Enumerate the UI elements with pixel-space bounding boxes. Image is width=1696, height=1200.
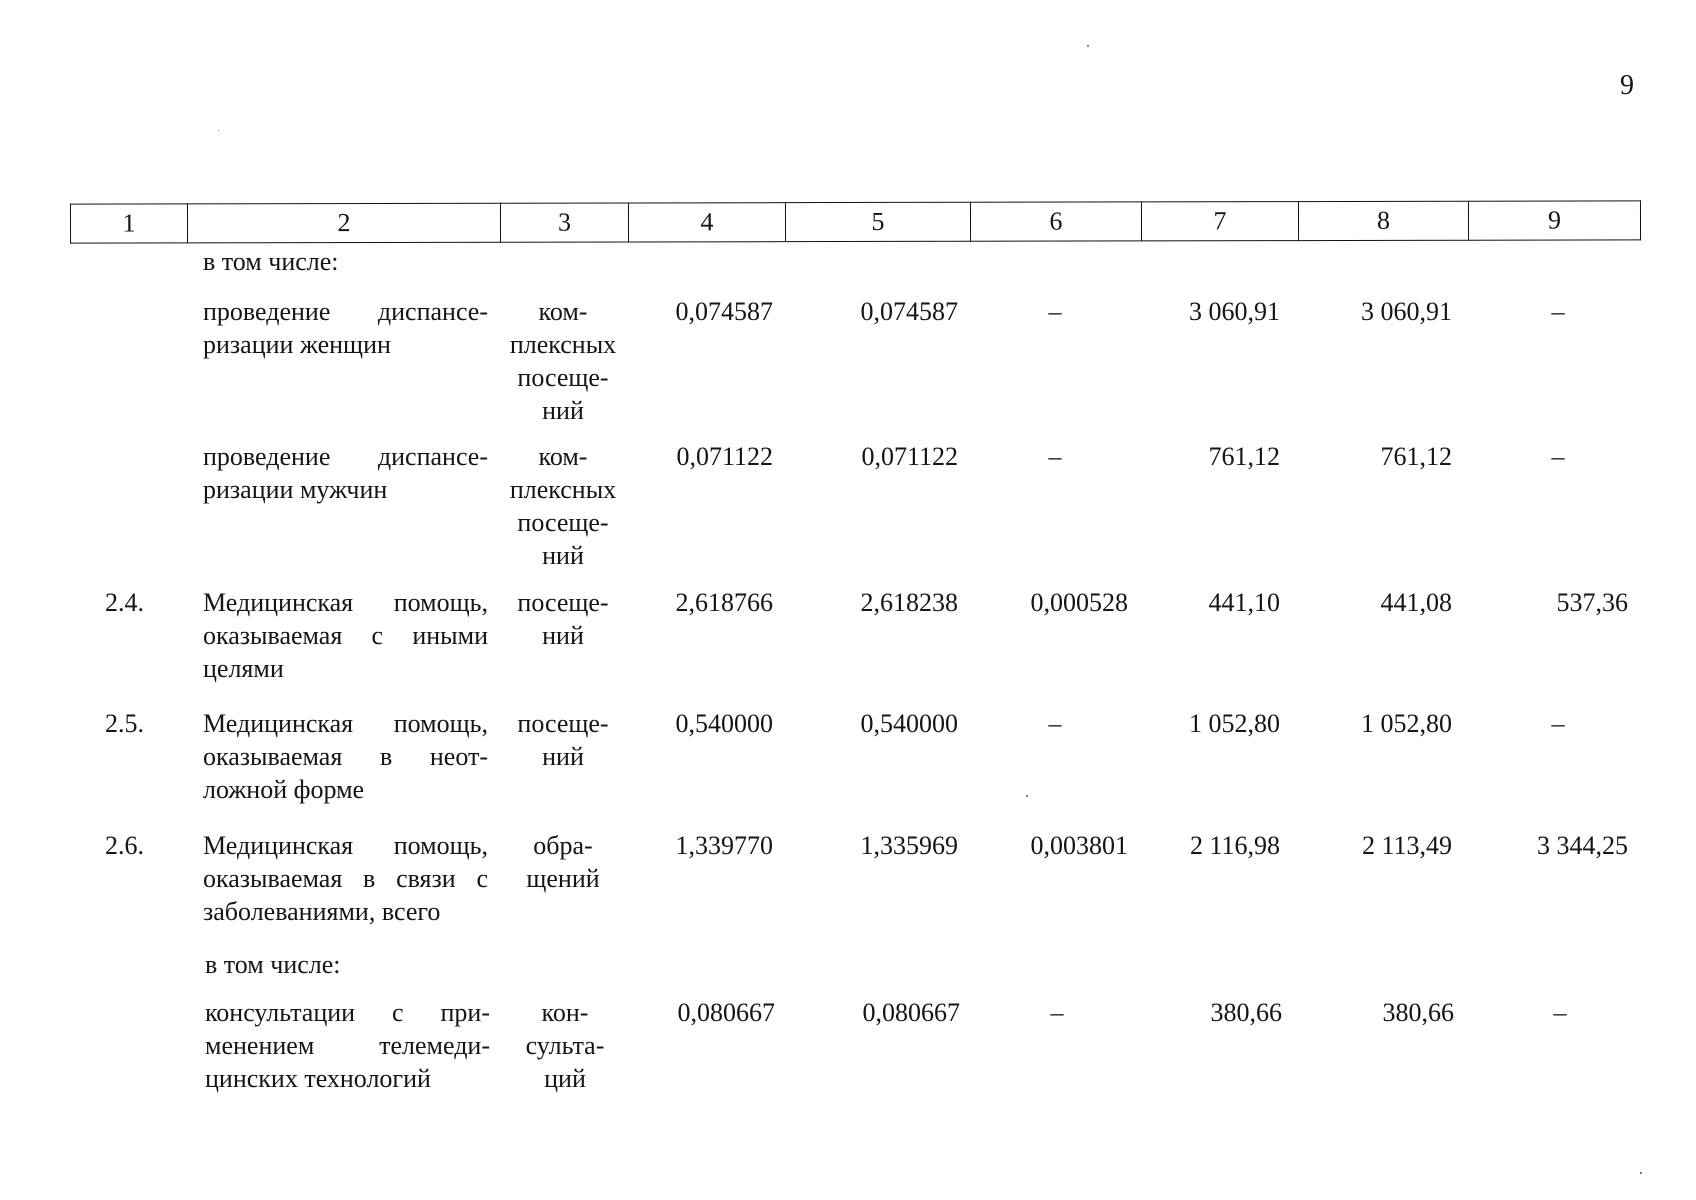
- row-unit: посеще-ний: [517, 588, 609, 650]
- row-col4: 0,080667: [677, 998, 775, 1027]
- scan-speck: [218, 130, 219, 131]
- row-col8: 761,12: [1380, 442, 1452, 471]
- subheading: в том числе:: [203, 247, 339, 276]
- row-unit: посеще-ний: [517, 709, 609, 771]
- row-col4: 2,618766: [675, 588, 773, 617]
- row-col5: 0,071122: [861, 442, 958, 471]
- row-col9: 3 344,25: [1537, 831, 1628, 860]
- row-col7: 1 052,80: [1189, 709, 1280, 738]
- row-col7: 3 060,91: [1189, 297, 1280, 326]
- header-col-6: 6: [970, 202, 1141, 241]
- header-col-8: 8: [1298, 201, 1468, 240]
- row-col5: 0,080667: [862, 998, 960, 1027]
- row-unit: обра-щений: [526, 831, 600, 893]
- row-col4: 0,074587: [675, 297, 773, 326]
- header-col-2: 2: [187, 203, 500, 243]
- row-col5: 2,618238: [860, 588, 958, 617]
- row-unit: ком-плексных посеще-ний: [509, 297, 617, 425]
- row-col8: 3 060,91: [1361, 297, 1452, 326]
- row-index: 2.4.: [105, 588, 144, 617]
- header-col-3: 3: [500, 203, 628, 242]
- row-col6: –: [1048, 442, 1062, 471]
- row-col7: 441,10: [1208, 588, 1280, 617]
- column-number-header: [70, 200, 1641, 243]
- row-col6: –: [1048, 709, 1062, 738]
- row-name: Медицинская помощь, оказываемая с иными целями: [203, 588, 488, 683]
- row-col8: 441,08: [1380, 588, 1452, 617]
- scan-speck: [1640, 1172, 1642, 1174]
- row-col9: –: [1553, 998, 1567, 1027]
- row-name: консультации с при-менением телемеди-цинских технологий: [205, 998, 490, 1093]
- row-col8: 2 113,49: [1361, 831, 1452, 860]
- row-col4: 1,339770: [675, 831, 773, 860]
- row-name: проведение диспансе-ризации женщин: [203, 297, 488, 359]
- row-unit: кон-сульта-ций: [525, 998, 605, 1093]
- row-col4: 0,540000: [675, 709, 773, 738]
- page-number: 9: [1620, 70, 1634, 101]
- row-unit: ком-плексных посеще-ний: [509, 442, 617, 570]
- row-name: проведение диспансе-ризации мужчин: [203, 442, 488, 504]
- header-col-5: 5: [785, 202, 970, 241]
- row-col7: 380,66: [1210, 998, 1282, 1027]
- row-col9: –: [1551, 297, 1565, 326]
- row-name: Медицинская помощь, оказываемая в связи с заболеваниями, всего: [203, 831, 488, 926]
- row-col6: –: [1048, 297, 1062, 326]
- row-index: 2.5.: [105, 709, 144, 738]
- row-index: 2.6.: [105, 831, 144, 860]
- row-col5: 1,335969: [860, 831, 958, 860]
- row-col8: 1 052,80: [1361, 709, 1452, 738]
- row-col5: 0,074587: [860, 297, 958, 326]
- row-col6: –: [1050, 998, 1064, 1027]
- row-col7: 2 116,98: [1189, 831, 1280, 860]
- subheading: в том числе:: [205, 950, 341, 979]
- row-col8: 380,66: [1382, 998, 1454, 1027]
- row-name: Медицинская помощь, оказываемая в неот-ложной форме: [203, 709, 488, 804]
- row-col6: 0,000528: [1030, 588, 1128, 617]
- header-col-4: 4: [628, 203, 785, 242]
- row-col6: 0,003801: [1030, 831, 1128, 860]
- header-col-9: 9: [1468, 201, 1640, 240]
- row-col5: 0,540000: [860, 709, 958, 738]
- row-col9: 537,36: [1556, 588, 1628, 617]
- row-col9: –: [1551, 709, 1565, 738]
- row-col9: –: [1551, 442, 1565, 471]
- header-col-1: 1: [70, 204, 187, 243]
- row-col4: 0,071122: [676, 442, 773, 471]
- scan-speck: [1087, 45, 1089, 47]
- row-col7: 761,12: [1208, 442, 1280, 471]
- scan-speck: [1026, 795, 1028, 797]
- header-col-7: 7: [1141, 202, 1298, 241]
